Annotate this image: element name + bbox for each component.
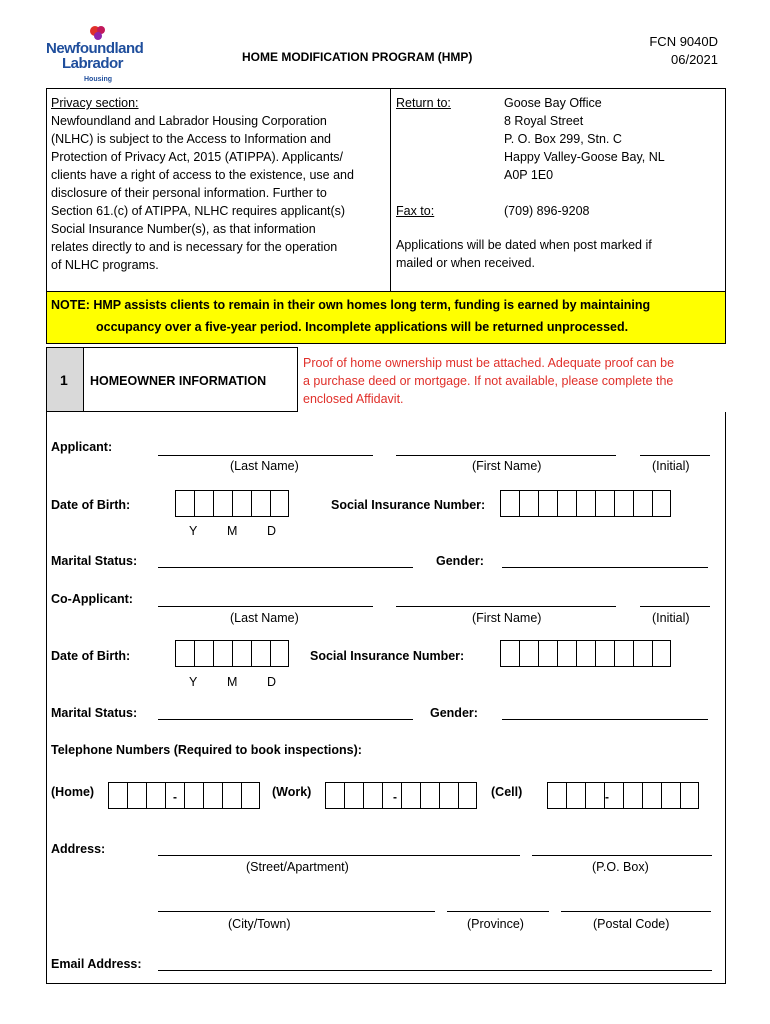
form-date: 06/2021: [671, 52, 718, 67]
privacy-line: Social Insurance Number(s), as that information: [51, 222, 316, 236]
logo-text-2: Labrador: [62, 55, 124, 72]
pobox-caption: (P.O. Box): [592, 860, 649, 874]
privacy-heading: Privacy section:: [51, 96, 139, 110]
return-note-1: Applications will be dated when post marked if: [396, 238, 652, 252]
dob-m: M: [227, 675, 238, 689]
logo: [44, 24, 144, 86]
proof-line: enclosed Affidavit.: [303, 392, 404, 406]
marital-label: Marital Status:: [51, 554, 138, 568]
privacy-line: (NLHC) is subject to the Access to Information and: [51, 132, 331, 146]
note-line-2: occupancy over a five-year period. Incomplete applications will be returned unprocessed.: [96, 320, 629, 334]
return-label: Return to:: [396, 96, 451, 110]
proof-note: [303, 354, 674, 408]
phone-dash: -: [393, 790, 397, 804]
privacy-section: [51, 94, 389, 274]
fax-number: (709) 896-9208: [504, 204, 590, 218]
gender-label: Gender:: [436, 554, 484, 568]
city-caption: (City/Town): [228, 917, 291, 931]
return-note-2: mailed or when received.: [396, 256, 535, 270]
fax-label: Fax to:: [396, 204, 435, 218]
home-phone-label: (Home): [51, 785, 95, 799]
initial-caption: (Initial): [652, 611, 690, 625]
dob-label: Date of Birth:: [51, 649, 131, 663]
proof-line: Proof of home ownership must be attached. Adequate proof can be: [303, 356, 675, 370]
privacy-line: clients have a right of access to the existence, use and: [51, 168, 354, 182]
dob-label: Date of Birth:: [51, 498, 131, 512]
last-name-caption: (Last Name): [230, 459, 299, 473]
section-number: 1: [60, 372, 68, 388]
address-line: A0P 1E0: [504, 168, 554, 182]
phone-dash: -: [173, 790, 177, 804]
marital-label: Marital Status:: [51, 706, 138, 720]
street-field[interactable]: [158, 855, 520, 856]
applicant-dob-field[interactable]: [175, 490, 289, 517]
address-line: Happy Valley-Goose Bay, NL: [504, 150, 665, 164]
co-applicant-label: Co-Applicant:: [51, 592, 133, 606]
address-line: Goose Bay Office: [504, 96, 602, 110]
applicant-first-name-field[interactable]: [396, 455, 616, 456]
dob-d: D: [267, 675, 277, 689]
city-field[interactable]: [158, 911, 435, 912]
form-code: FCN 9040D: [649, 34, 718, 49]
section-title: HOMEOWNER INFORMATION: [90, 374, 267, 388]
applicant-marital-field[interactable]: [158, 567, 413, 568]
co-applicant-initial-field[interactable]: [640, 606, 710, 607]
proof-line: a purchase deed or mortgage. If not available, please complete the: [303, 374, 674, 388]
page-title: HOME MODIFICATION PROGRAM (HMP): [242, 50, 473, 64]
co-applicant-sin-field[interactable]: [500, 640, 671, 667]
note-line-1: NOTE: HMP assists clients to remain in their own homes long term, funding is earned by maintaining: [51, 298, 651, 312]
applicant-label: Applicant:: [51, 440, 113, 454]
address-label: Address:: [51, 842, 106, 856]
co-applicant-first-name-field[interactable]: [396, 606, 616, 607]
privacy-line: relates directly to and is necessary for the operation: [51, 240, 338, 254]
work-phone-label: (Work): [272, 785, 312, 799]
sin-label: Social Insurance Number:: [331, 498, 486, 512]
dob-m: M: [227, 524, 238, 538]
address-line: 8 Royal Street: [504, 114, 584, 128]
email-field[interactable]: [158, 970, 712, 971]
gender-label: Gender:: [430, 706, 478, 720]
phone-heading: Telephone Numbers (Required to book inspections):: [51, 743, 362, 757]
applicant-sin-field[interactable]: [500, 490, 671, 517]
initial-caption: (Initial): [652, 459, 690, 473]
logo-text-1: Newfoundland: [46, 40, 144, 57]
dob-d: D: [267, 524, 277, 538]
last-name-caption: (Last Name): [230, 611, 299, 625]
address-line: P. O. Box 299, Stn. C: [504, 132, 622, 146]
privacy-line: Section 61.(c) of ATIPPA, NLHC requires applicant(s): [51, 204, 346, 218]
co-applicant-gender-field[interactable]: [502, 719, 708, 720]
pobox-field[interactable]: [532, 855, 712, 856]
co-applicant-last-name-field[interactable]: [158, 606, 373, 607]
first-name-caption: (First Name): [472, 459, 542, 473]
email-label: Email Address:: [51, 957, 142, 971]
province-caption: (Province): [467, 917, 524, 931]
work-phone-field[interactable]: [325, 782, 477, 809]
postal-caption: (Postal Code): [593, 917, 670, 931]
logo-text-3: Housing: [84, 76, 112, 83]
dob-y: Y: [189, 524, 198, 538]
privacy-line: Newfoundland and Labrador Housing Corporation: [51, 114, 327, 128]
privacy-line: of NLHC programs.: [51, 258, 159, 272]
postal-code-field[interactable]: [561, 911, 711, 912]
sin-label: Social Insurance Number:: [310, 649, 465, 663]
cell-phone-label: (Cell): [491, 785, 523, 799]
applicant-gender-field[interactable]: [502, 567, 708, 568]
applicant-initial-field[interactable]: [640, 455, 710, 456]
street-caption: (Street/Apartment): [246, 860, 349, 874]
phone-dash: -: [605, 790, 609, 804]
first-name-caption: (First Name): [472, 611, 542, 625]
cell-phone-field[interactable]: [547, 782, 699, 809]
co-applicant-marital-field[interactable]: [158, 719, 413, 720]
dob-y: Y: [189, 675, 198, 689]
privacy-line: disclosure of their personal information. Further to: [51, 186, 327, 200]
privacy-line: Protection of Privacy Act, 2015 (ATIPPA). Applicants/: [51, 150, 344, 164]
applicant-last-name-field[interactable]: [158, 455, 373, 456]
home-phone-field[interactable]: [108, 782, 260, 809]
province-field[interactable]: [447, 911, 549, 912]
return-address: [504, 94, 665, 184]
co-applicant-dob-field[interactable]: [175, 640, 289, 667]
